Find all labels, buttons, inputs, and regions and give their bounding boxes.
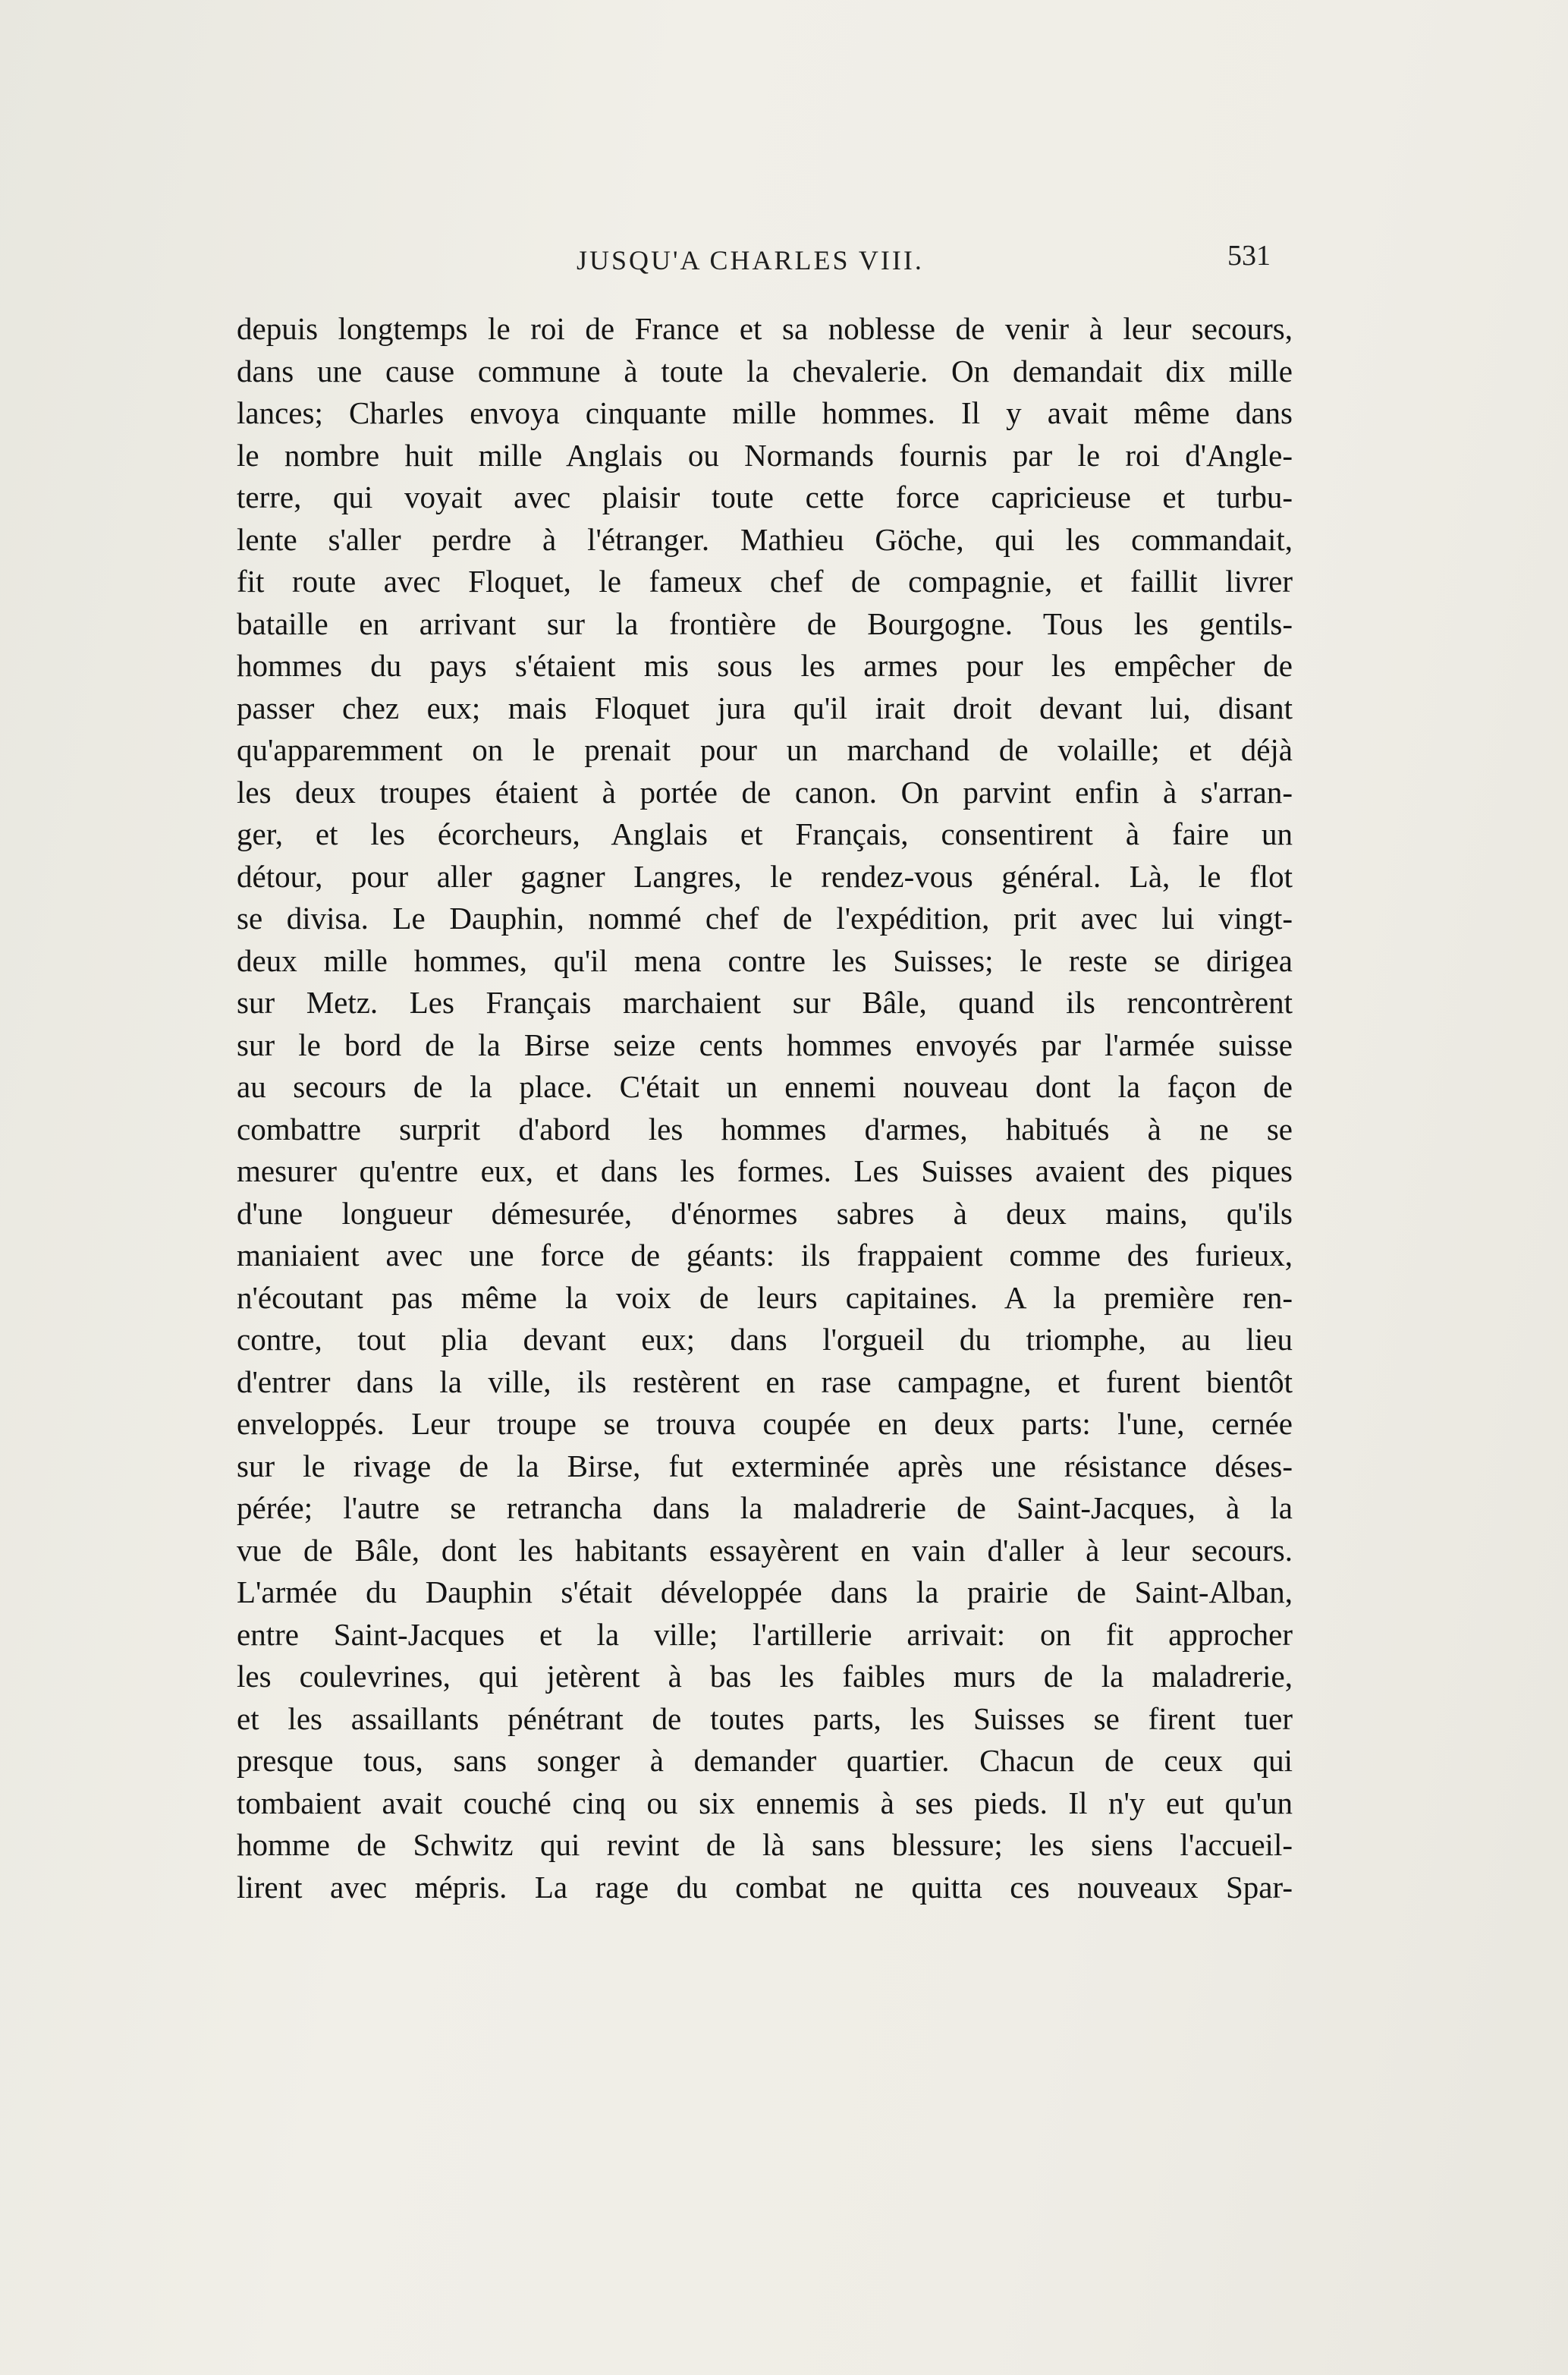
text-line: d'entrer dans la ville, ils restèrent en rase campagne, et furent bientôt (237, 1364, 1293, 1399)
text-line: contre, tout plia devant eux; dans l'orgueil du triomphe, au lieu (237, 1322, 1293, 1357)
text-line: se divisa. Le Dauphin, nommé chef de l'expédition, prit avec lui vingt- (237, 901, 1293, 936)
text-line: n'écoutant pas même la voix de leurs capitaines. A la première ren- (237, 1279, 1293, 1315)
text-line: terre, qui voyait avec plaisir toute cette force capricieuse et turbu- (237, 480, 1293, 514)
text-line: lente s'aller perdre à l'étranger. Mathieu Göche, qui les commandait, (237, 521, 1293, 557)
page-number: 531 (1227, 240, 1271, 272)
running-title: JUSQU'A CHARLES VIII. (577, 245, 924, 275)
text-line: d'une longueur démesurée, d'énormes sabres à deux mains, qu'ils (237, 1195, 1293, 1231)
text-line: bataille en arrivant sur la frontière de Bourgogne. Tous les gentils- (237, 606, 1293, 641)
text-line: sur le rivage de la Birse, fut exterminée après une résistance déses- (237, 1448, 1293, 1483)
text-line: deux mille hommes, qu'il mena contre les Suisses; le reste se dirigea (237, 942, 1293, 978)
text-line: maniaient avec une force de géants: ils frappaient comme des furieux, (237, 1238, 1293, 1272)
text-line: mesurer qu'entre eux, et dans les formes. Les Suisses avaient des piques (237, 1153, 1293, 1188)
text-line: le nombre huit mille Anglais ou Normands fournis par le roi d'Angle- (237, 437, 1293, 473)
text-line: les coulevrines, qui jetèrent à bas les faibles murs de la maladrerie, (237, 1659, 1293, 1694)
text-line: sur le bord de la Birse seize cents hommes envoyés par l'armée suisse (237, 1027, 1293, 1062)
text-line: et les assaillants pénétrant de toutes parts, les Suisses se firent tuer (237, 1700, 1293, 1736)
text-line: hommes du pays s'étaient mis sous les armes pour les empêcher de (237, 648, 1293, 683)
text-line: homme de Schwitz qui revint de là sans blessure; les siens l'accueil- (237, 1827, 1293, 1862)
text-line: depuis longtemps le roi de France et sa noblesse de venir à leur secours, (237, 311, 1293, 346)
text-line: enveloppés. Leur troupe se trouva coupée en deux parts: l'une, cernée (237, 1406, 1293, 1441)
text-line: passer chez eux; mais Floquet jura qu'il irait droit devant lui, disant (237, 690, 1293, 725)
text-line: dans une cause commune à toute la chevalerie. On demandait dix mille (237, 353, 1293, 388)
text-line: pérée; l'autre se retrancha dans la maladrerie de Saint-Jacques, à la (237, 1490, 1293, 1525)
text-line: tombaient avait couché cinq ou six ennemis à ses pieds. Il n'y eut qu'un (237, 1785, 1293, 1820)
text-line: lances; Charles envoya cinquante mille hommes. Il y avait même dans (237, 395, 1293, 430)
text-line: L'armée du Dauphin s'était développée dans la prairie de Saint-Alban, (237, 1574, 1293, 1609)
text-line: fit route avec Floquet, le fameux chef de compagnie, et faillit livrer (237, 564, 1293, 599)
text-line: au secours de la place. C'était un ennemi nouveau dont la façon de (237, 1069, 1293, 1104)
body-paragraph (237, 308, 1293, 1908)
text-line: ger, et les écorcheurs, Anglais et Français, consentirent à faire un (237, 816, 1293, 851)
text-line: presque tous, sans songer à demander quartier. Chacun de ceux qui (237, 1743, 1293, 1778)
text-line: détour, pour aller gagner Langres, le rendez-vous général. Là, le flot (237, 858, 1293, 894)
text-line: lirent avec mépris. La rage du combat ne quitta ces nouveaux Spar- (237, 1869, 1293, 1905)
text-line: vue de Bâle, dont les habitants essayèrent en vain d'aller à leur secours. (237, 1532, 1293, 1568)
text-line: qu'apparemment on le prenait pour un marchand de volaille; et déjà (237, 732, 1293, 767)
text-line: les deux troupes étaient à portée de canon. On parvint enfin à s'arran- (237, 774, 1293, 810)
text-line: entre Saint-Jacques et la ville; l'artillerie arrivait: on fit approcher (237, 1616, 1293, 1652)
text-line: sur Metz. Les Français marchaient sur Bâle, quand ils rencontrèrent (237, 985, 1293, 1020)
text-line: combattre surprit d'abord les hommes d'armes, habitués à ne se (237, 1111, 1293, 1147)
